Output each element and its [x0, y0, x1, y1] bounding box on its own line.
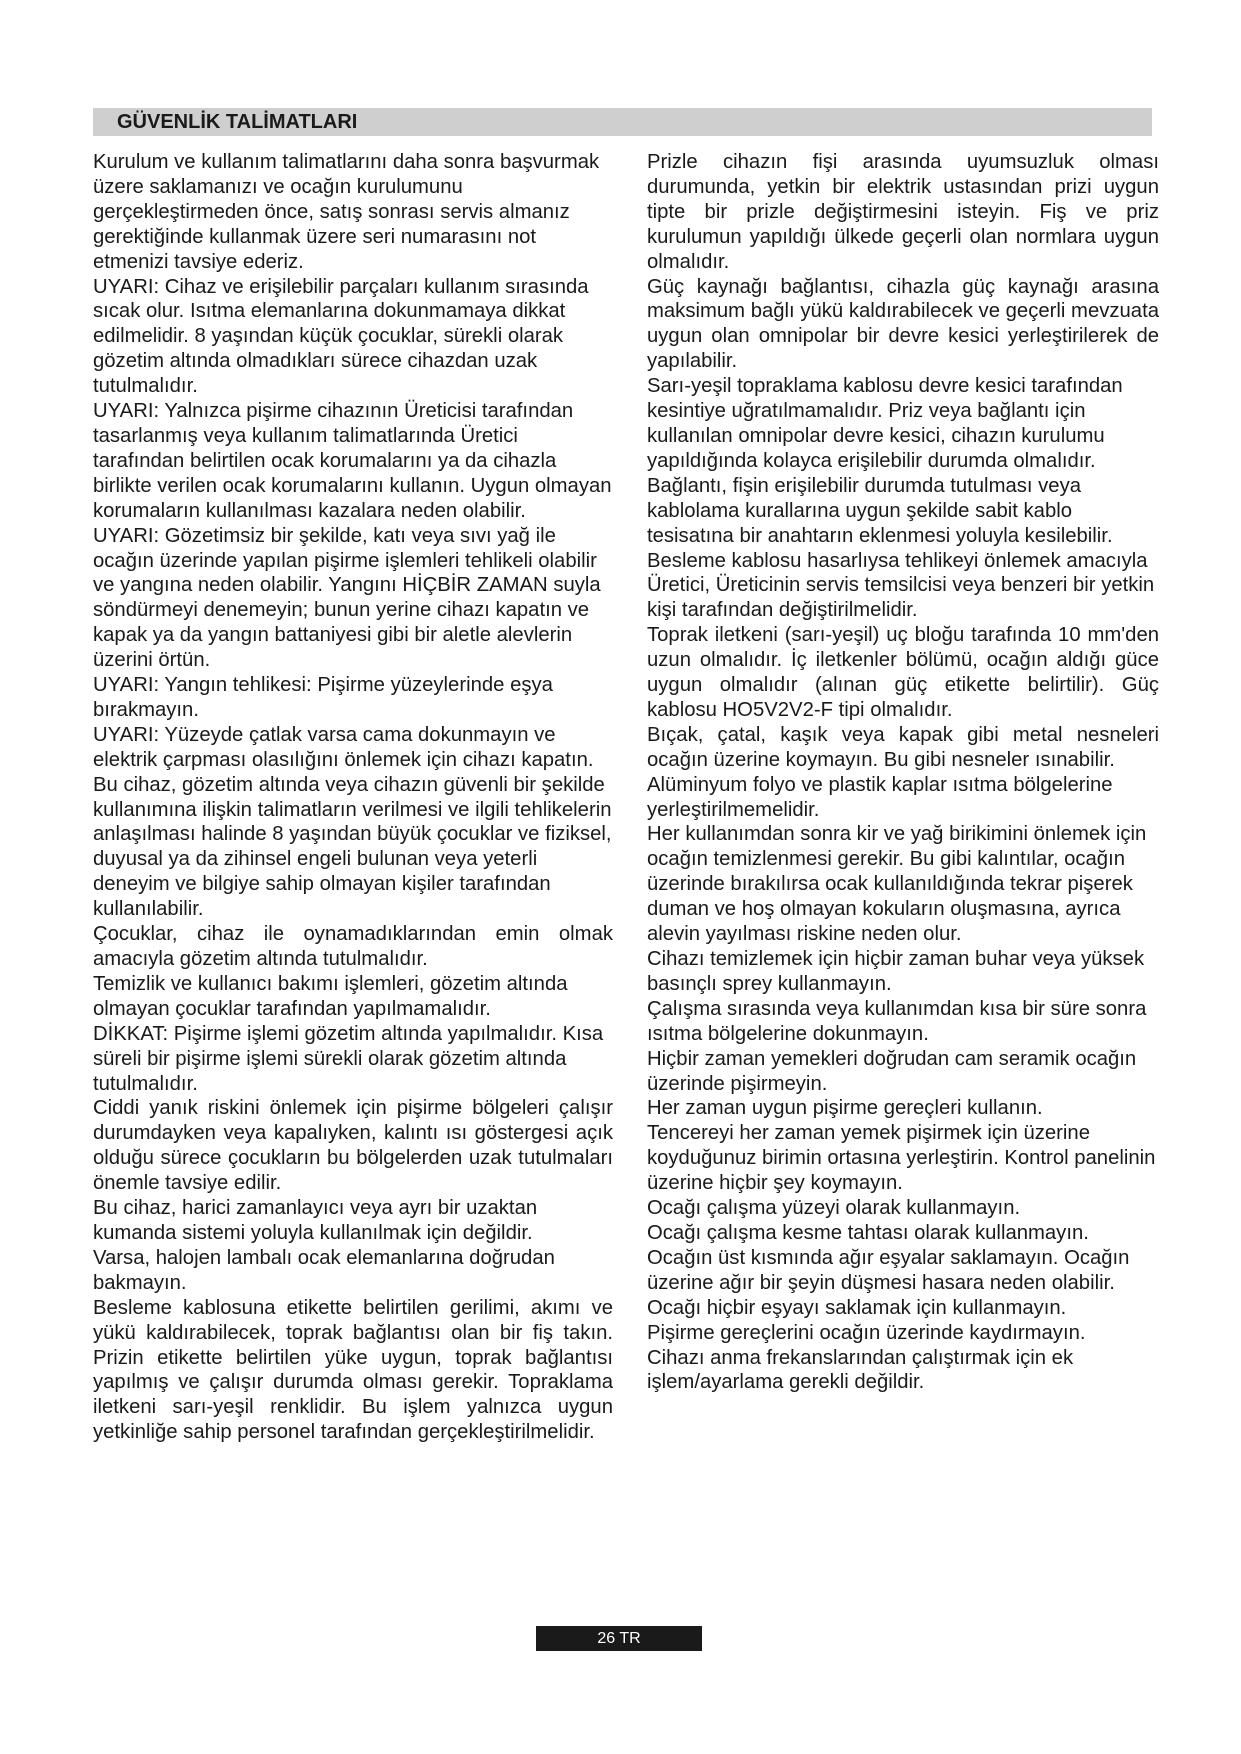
warning-paragraph: UYARI: Gözetimsiz bir şekilde, katı veya sıvı yağ ile ocağın üzerinde yapılan pişirme işlemleri tehlikeli olabilir ve yangına neden olabilir. Yangını HİÇBİR ZAMAN suyla söndürmeyi denemeyin; bunun yerine cihazı kapatın ve kapak ya da yangın battaniyesi gibi bir aletle alevlerin üzerini örtün.: [93, 524, 601, 672]
paragraph: Bu cihaz, gözetim altında veya cihazın güvenli bir şekilde kullanımına ilişkin talimatların verilmesi ve ilgili tehlikelerin anlaşılması halinde 8 yaşından büyük çocuklar ve fiziksel, duyusal ya da zihinsel engeli bulunan veya yeterli deneyim ve bilgiye sahip olmayan kişiler tarafından kullanılabilir.: [93, 773, 612, 921]
right-column: [647, 150, 1159, 1395]
paragraph: Besleme kablosuna etikette belirtilen gerilimi, akımı ve yükü kaldırabilecek, toprak bağlantısı olan bir fiş takın. Prizin etikette belirtilen yüke uygun, toprak bağlantısı yapılmış ve çalışır durumda olması gerekir. Topraklama iletkeni sarı-yeşil renklidir. Bu işlem yalnızca uygun yetkinliğe sahip personel tarafından gerçekleştirilmelidir.: [93, 1296, 613, 1444]
caution-paragraph: DİKKAT: Pişirme işlemi gözetim altında yapılmalıdır. Kısa süreli bir pişirme işlemi sürekli olarak gözetim altında tutulmalıdır.: [93, 1022, 604, 1095]
left-column: [93, 150, 613, 1445]
warning-paragraph: UYARI: Yüzeyde çatlak varsa cama dokunmayın ve elektrik çarpması olasılığını önlemek için cihazı kapatın.: [93, 723, 594, 771]
paragraph: Her kullanımdan sonra kir ve yağ birikimini önlemek için ocağın temizlenmesi gerekir. Bu gibi kalıntılar, ocağın üzerinde bırakılırsa ocak kullanıldığında tekrar pişerek duman ve hoş olmayan kokuların oluşmasına, ayrıca alevin yayılması riskine neden olur.: [647, 823, 1147, 946]
paragraph: Ocağı çalışma yüzeyi olarak kullanmayın.: [647, 1197, 1021, 1220]
paragraph: Besleme kablosu hasarlıysa tehlikeyi önlemek amacıyla Üretici, Üreticinin servis temsilcisi veya benzeri bir yetkin kişi tarafından değiştirilmelidir.: [647, 549, 1155, 622]
paragraph: Cihazı anma frekanslarından çalıştırmak için ek işlem/ayarlama gerekli değildir.: [647, 1346, 1074, 1394]
paragraph: Her zaman uygun pişirme gereçleri kullanın.: [647, 1097, 1043, 1120]
paragraph: Ciddi yanık riskini önlemek için pişirme bölgeleri çalışır durumdayken veya kapalıyken, kalıntı ısı göstergesi açık olduğu sürece çocukların bu bölgelerden uzak tutulmaları önemle tavsiye edilir.: [93, 1097, 613, 1195]
paragraph: Güç kaynağı bağlantısı, cihazla güç kaynağı arasına maksimum bağlı yükü kaldırabilecek ve geçerli mevzuata uygun olan omnipolar bir devre kesici yerleştirilerek de yapılabilir.: [647, 275, 1159, 373]
paragraph: Bıçak, çatal, kaşık veya kapak gibi metal nesneleri ocağın üzerine koymayın. Bu gibi nesneler ısınabilir.: [647, 723, 1159, 771]
section-title: GÜVENLİK TALİMATLARI: [93, 108, 1152, 136]
paragraph: Toprak iletkeni (sarı-yeşil) uç bloğu tarafında 10 mm'den uzun olmalıdır. İç iletkenler bölümü, ocağın aldığı güce uygun olmalıdır (alınan güç etikette belirtilir). Güç kablosu HO5V2V2-F tipi olmalıdır.: [647, 624, 1159, 721]
paragraph: Hiçbir zaman yemekleri doğrudan cam seramik ocağın üzerinde pişirmeyin.: [647, 1047, 1137, 1095]
paragraph: Ocağın üst kısmında ağır eşyalar saklamayın. Ocağın üzerine ağır bir şeyin düşmesi hasara neden olabilir.: [647, 1246, 1130, 1294]
paragraph: Çalışma sırasında veya kullanımdan kısa bir süre sonra ısıtma bölgelerine dokunmayın.: [647, 997, 1147, 1045]
paragraph: Prizle cihazın fişi arasında uyumsuzluk olması durumunda, yetkin bir elektrik ustasından prizi uygun tipte bir prizle değiştirmesini isteyin. Fiş ve priz kurulumun yapıldığı ülkede geçerli olan normlara uygun olmalıdır.: [647, 151, 1159, 273]
paragraph: Çocuklar, cihaz ile oynamadıklarından emin olmak amacıyla gözetim altında tutulmalıdır.: [93, 923, 613, 970]
paragraph: Pişirme gereçlerini ocağın üzerinde kaydırmayın.: [647, 1321, 1086, 1344]
paragraph: Varsa, halojen lambalı ocak elemanlarına doğrudan bakmayın.: [93, 1246, 555, 1294]
paragraph: Ocağı hiçbir eşyayı saklamak için kullanmayın.: [647, 1296, 1067, 1319]
paragraph: Temizlik ve kullanıcı bakımı işlemleri, gözetim altında olmayan çocuklar tarafından yapılmamalıdır.: [93, 972, 568, 1020]
warning-paragraph: UYARI: Cihaz ve erişilebilir parçaları kullanım sırasında sıcak olur. Isıtma elemanlarına dokunmamaya dikkat edilmelidir. 8 yaşından küçük çocuklar, sürekli olarak gözetim altında olmadıkları sürece cihazdan uzak tutulmalıdır.: [93, 275, 589, 398]
paragraph: Ocağı çalışma kesme tahtası olarak kullanmayın.: [647, 1221, 1089, 1244]
warning-paragraph: UYARI: Yalnızca pişirme cihazının Üreticisi tarafından tasarlanmış veya kullanım talimatlarında Üretici tarafından belirtilen ocak korumalarını ya da cihazla birlikte verilen ocak korumalarını kullanın. Uygun olmayan korumaların kullanılması kazalara neden olabilir.: [93, 400, 612, 522]
paragraph: Bağlantı, fişin erişilebilir durumda tutulması veya kablolama kurallarına uygun şekilde sabit kablo tesisatına bir anahtarın eklenmesi yoluyla kesilebilir.: [647, 474, 1113, 547]
page-number: 26 TR: [536, 1626, 702, 1651]
warning-paragraph: UYARI: Yangın tehlikesi: Pişirme yüzeylerinde eşya bırakmayın.: [93, 674, 553, 721]
paragraph: Kurulum ve kullanım talimatlarını daha sonra başvurmak üzere saklamanızı ve ocağın kurulumunu gerçekleştirmeden önce, satış sonrası servis almanız gerektiğinde kullanmak üzere seri numarasını not etmenizi tavsiye ederiz.: [93, 151, 600, 273]
paragraph: Alüminyum folyo ve plastik kaplar ısıtma bölgelerine yerleştirilmemelidir.: [647, 773, 1113, 821]
paragraph: Tencereyi her zaman yemek pişirmek için üzerine koyduğunuz birimin ortasına yerleştirin. Kontrol panelinin üzerine hiçbir şey koymayın.: [647, 1122, 1156, 1195]
paragraph: Sarı-yeşil topraklama kablosu devre kesici tarafından kesintiye uğratılmamalıdır. Priz veya bağlantı için kullanılan omnipolar devre kesici, cihazın kurulumu yapıldığında kolayca erişilebilir durumda olmalıdır.: [647, 375, 1123, 472]
paragraph: Cihazı temizlemek için hiçbir zaman buhar veya yüksek basınçlı sprey kullanmayın.: [647, 948, 1145, 995]
paragraph: Bu cihaz, harici zamanlayıcı veya ayrı bir uzaktan kumanda sistemi yoluyla kullanılmak için değildir.: [93, 1197, 538, 1244]
